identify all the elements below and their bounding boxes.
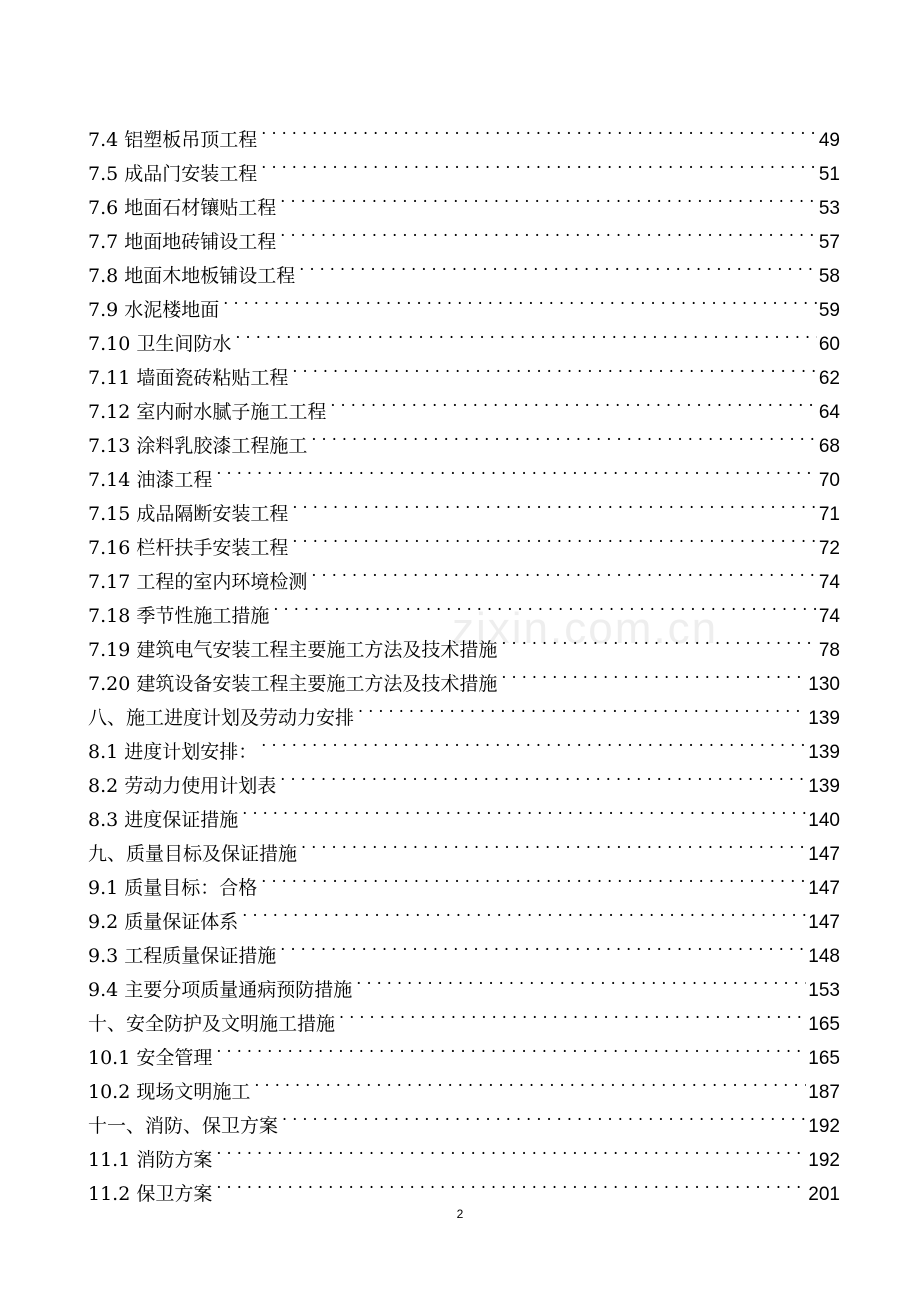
toc-dot-leader [501,622,817,656]
toc-dot-leader [280,928,806,962]
toc-dot-leader [273,588,817,622]
toc-dot-leader [299,248,817,282]
toc-dot-leader [216,452,817,486]
toc-dot-leader [301,826,806,860]
toc-entry-page: 139 [808,708,840,729]
toc-entry-title: 7.8 地面木地板铺设工程 [88,265,296,287]
toc-entry-page: 62 [818,368,840,389]
toc-entry-page: 51 [818,164,840,185]
toc-entry-title: 11.1 消防方案 [88,1149,213,1171]
toc-entry-title: 7.9 水泥楼地面 [88,299,220,321]
toc-entry-title: 9.1 质量目标：合格 [88,877,258,899]
toc-dot-leader [261,860,806,894]
toc-entry-page: 139 [808,742,840,763]
toc-dot-leader [261,112,817,146]
toc-entry-title: 7.15 成品隔断安装工程 [88,503,289,525]
toc-entry-title: 10.1 安全管理 [88,1047,213,1069]
toc-entry-page: 192 [808,1150,840,1171]
page-number: 2 [456,1207,464,1221]
toc-dot-leader [356,962,806,996]
toc-entry-title: 九、质量目标及保证措施 [88,843,298,865]
toc-entry-page: 60 [818,334,840,355]
toc-entry-page: 71 [818,504,840,525]
toc-entry-title: 7.19 建筑电气安装工程主要施工方法及技术措施 [88,639,498,661]
toc-entry-title: 7.5 成品门安装工程 [88,163,258,185]
toc-dot-leader [216,1030,806,1064]
watermark: zixin.com.cn [452,604,719,653]
toc-entry-page: 201 [808,1184,840,1205]
toc-entry-page: 74 [818,572,840,593]
toc-entry-page: 78 [818,640,840,661]
toc-entry-title: 7.10 卫生间防水 [88,333,232,355]
toc-entry-title: 十、安全防护及文明施工措施 [88,1013,336,1035]
toc-dot-leader [311,418,817,452]
toc-dot-leader [261,146,817,180]
toc-dot-leader [216,1132,806,1166]
toc-entry-title: 7.14 油漆工程 [88,469,213,491]
toc-entry-page: 140 [808,810,840,831]
toc-entry-title: 7.12 室内耐水腻子施工工程 [88,401,327,423]
toc-dot-leader [358,690,806,724]
toc-entry-page: 59 [818,300,840,321]
toc-entry-page: 165 [808,1048,840,1069]
toc-entry-title: 7.7 地面地砖铺设工程 [88,231,277,253]
toc-entry-page: 57 [818,232,840,253]
toc-entry-title: 7.11 墙面瓷砖粘贴工程 [88,367,289,389]
toc-dot-leader [280,180,817,214]
toc-dot-leader [216,1166,806,1200]
toc-dot-leader [254,1064,806,1098]
toc-dot-leader [242,792,806,826]
toc-entry-title: 7.17 工程的室内环境检测 [88,571,308,593]
toc-entry-page: 153 [808,980,840,1001]
toc-entry-title: 8.1 进度计划安排： [88,741,258,763]
toc-entry-page: 147 [808,912,840,933]
toc-dot-leader [330,384,817,418]
toc-dot-leader [292,350,817,384]
toc-entry-page: 148 [808,946,840,967]
toc-entry-page: 147 [808,878,840,899]
toc-dot-leader [292,520,817,554]
toc-entry-page: 139 [808,776,840,797]
toc-entry-page: 49 [818,130,840,151]
toc-entry-title: 11.2 保卫方案 [88,1183,213,1205]
toc-entry[interactable] [88,112,840,151]
toc-entry-title: 9.4 主要分项质量通病预防措施 [88,979,353,1001]
toc-dot-leader [223,282,817,316]
toc-dot-leader [280,214,817,248]
toc-entry-page: 147 [808,844,840,865]
table-of-contents [88,112,840,1205]
toc-entry-page: 64 [818,402,840,423]
toc-entry-title: 8.3 进度保证措施 [88,809,239,831]
toc-entry-page: 130 [808,674,840,695]
toc-entry-title: 7.18 季节性施工措施 [88,605,270,627]
toc-entry-title: 7.4 铝塑板吊顶工程 [88,129,258,151]
toc-entry-page: 187 [808,1082,840,1103]
toc-entry-title: 10.2 现场文明施工 [88,1081,251,1103]
toc-dot-leader [261,724,806,758]
toc-entry-title: 9.2 质量保证体系 [88,911,239,933]
toc-entry-title: 8.2 劳动力使用计划表 [88,775,277,797]
toc-dot-leader [292,486,817,520]
toc-entry-title: 十一、消防、保卫方案 [88,1115,279,1137]
toc-dot-leader [235,316,817,350]
toc-entry-page: 165 [808,1014,840,1035]
toc-entry-title: 7.6 地面石材镶贴工程 [88,197,277,219]
toc-dot-leader [501,656,806,690]
toc-entry-page: 192 [808,1116,840,1137]
toc-dot-leader [280,758,806,792]
toc-entry-page: 68 [818,436,840,457]
toc-entry-page: 53 [818,198,840,219]
toc-dot-leader [311,554,817,588]
toc-entry-page: 58 [818,266,840,287]
toc-entry-title: 7.16 栏杆扶手安装工程 [88,537,289,559]
toc-entry-title: 7.20 建筑设备安装工程主要施工方法及技术措施 [88,673,498,695]
toc-dot-leader [282,1098,806,1132]
toc-dot-leader [242,894,806,928]
toc-entry-title: 八、施工进度计划及劳动力安排 [88,707,355,729]
toc-entry-page: 74 [818,606,840,627]
toc-entry-title: 7.13 涂料乳胶漆工程施工 [88,435,308,457]
toc-entry-page: 72 [818,538,840,559]
toc-entry-title: 9.3 工程质量保证措施 [88,945,277,967]
toc-dot-leader [339,996,806,1030]
toc-entry-page: 70 [818,470,840,491]
